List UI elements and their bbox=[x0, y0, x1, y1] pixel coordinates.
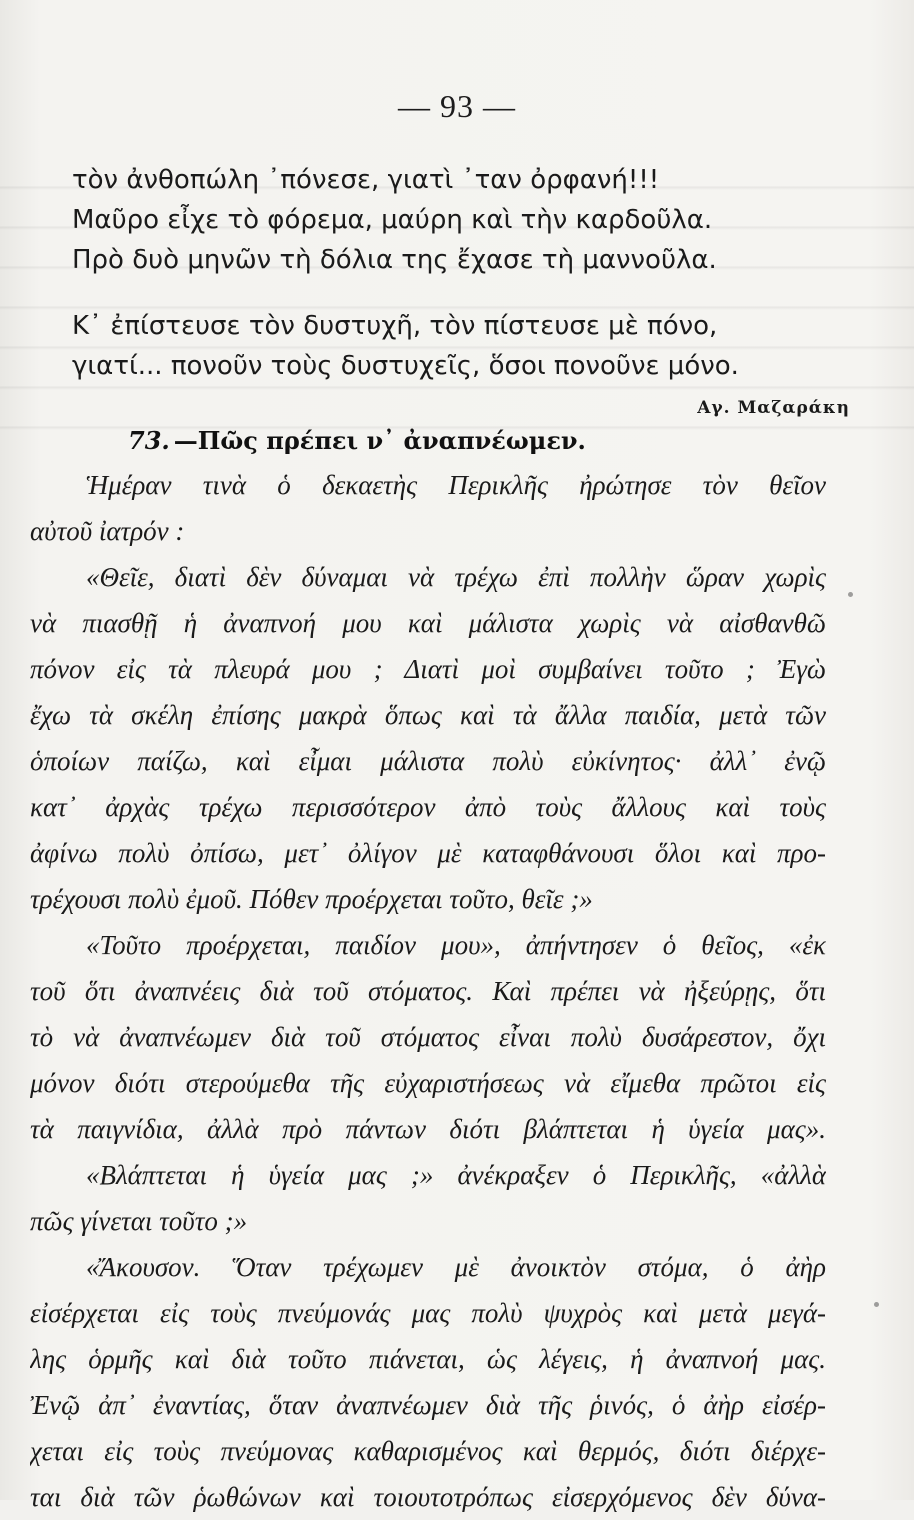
prose-line: «Τοῦτο προέρχεται, παιδίον μου», ἀπήντησεν ὁ θεῖος, «ἐκ bbox=[86, 930, 826, 960]
poem-stanza bbox=[72, 160, 852, 386]
prose-line: Ἐνῷ ἀπ᾽ ἐναντίας, ὅταν ἀναπνέωμεν διὰ τῆς ῥινός, ὁ ἀὴρ εἰσέρ- bbox=[30, 1390, 826, 1420]
poem-line: τὸν ἀνθοπώλη ᾽πόνεσε, γιατὶ ᾽ταν ὀρφανή!!! bbox=[72, 165, 660, 195]
prose-line: λης ὁρμῆς καὶ διὰ τοῦτο πιάνεται, ὡς λέγεις, ἡ ἀναπνοή μας. bbox=[30, 1344, 826, 1374]
poem-line: γιατί... πονοῦν τοὺς δυστυχεῖς, ὅσοι πονοῦνε μόνο. bbox=[72, 351, 739, 381]
prose-line: τρέχουσι πολὺ ἐμοῦ. Πόθεν προέρχεται τοῦτο, θεῖε ;» bbox=[30, 884, 593, 914]
prose-line: μόνον διότι στερούμεθα τῆς εὐχαριστήσεως νὰ εἴμεθα πρῶτοι εἰς bbox=[30, 1068, 826, 1098]
section-number: 73. bbox=[128, 426, 170, 455]
prose-line: πόνον εἰς τὰ πλευρά μου ; Διατὶ μοὶ συμβαίνει τοῦτο ; Ἐγὼ bbox=[30, 654, 826, 684]
prose-line: ἀφίνω πολὺ ὀπίσω, μετ᾽ ὀλίγον μὲ καταφθάνουσι ὅλοι καὶ προ- bbox=[30, 838, 826, 868]
section-title-text: —Πῶς πρέπει ν᾽ ἀναπνέωμεν. bbox=[173, 426, 586, 455]
prose-line: κατ᾽ ἀρχὰς τρέχω περισσότερον ἀπὸ τοὺς ἄλλους καὶ τοὺς bbox=[30, 792, 826, 822]
ink-speck bbox=[848, 592, 853, 597]
prose-body bbox=[30, 462, 826, 1520]
prose-line: ὁποίων παίζω, καὶ εἶμαι μάλιστα πολὺ εὐκίνητος· ἀλλ᾽ ἐνῷ bbox=[30, 746, 826, 776]
prose-line: Ἡμέραν τινὰ ὁ δεκαετὴς Περικλῆς ἠρώτησε τὸν θεῖον bbox=[86, 470, 826, 500]
prose-line: τὰ παιγνίδια, ἀλλὰ πρὸ πάντων διότι βλάπτεται ἡ ὑγεία μας». bbox=[30, 1114, 826, 1144]
poem-author: Αγ. Μαζαράκη bbox=[697, 398, 850, 418]
poem-line: Μαῦρο εἶχε τὸ φόρεμα, μαύρη καὶ τὴν καρδοῦλα. bbox=[72, 205, 713, 235]
prose-line: «Ἄκουσον. Ὅταν τρέχωμεν μὲ ἀνοικτὸν στόμα, ὁ ἀὴρ bbox=[86, 1252, 826, 1282]
prose-line: ἔχω τὰ σκέλη ἐπίσης μακρὰ ὅπως καὶ τὰ ἄλλα παιδία, μετὰ τῶν bbox=[30, 700, 826, 730]
prose-line: πῶς γίνεται τοῦτο ;» bbox=[30, 1206, 248, 1236]
prose-line: «Θεῖε, διατὶ δὲν δύναμαι νὰ τρέχω ἐπὶ πολλὴν ὥραν χωρὶς bbox=[86, 562, 826, 592]
prose-line: τὸ νὰ ἀναπνέωμεν διὰ τοῦ στόματος εἶναι πολὺ δυσάρεστον, ὄχι bbox=[30, 1022, 826, 1052]
poem-line: Κ᾽ ἐπίστευσε τὸν δυστυχῆ, τὸν πίστευσε μὲ πόνο, bbox=[72, 311, 718, 341]
prose-line: τοῦ ὅτι ἀναπνέεις διὰ τοῦ στόματος. Καὶ πρέπει νὰ ἠξεύρῃς, ὅτι bbox=[30, 976, 826, 1006]
prose-line: «Βλάπτεται ἡ ὑγεία μας ;» ἀνέκραξεν ὁ Περικλῆς, «ἀλλὰ bbox=[86, 1160, 826, 1190]
poem-line: Πρὸ δυὸ μηνῶν τὴ δόλια της ἔχασε τὴ μαννοῦλα. bbox=[72, 245, 717, 275]
prose-line: εἰσέρχεται εἰς τοὺς πνεύμονάς μας πολὺ ψυχρὸς καὶ μετὰ μεγά- bbox=[30, 1298, 826, 1328]
ink-speck bbox=[874, 1302, 879, 1307]
prose-line: χεται εἰς τοὺς πνεύμονας καθαρισμένος καὶ θερμός, διότι διέρχε- bbox=[30, 1436, 826, 1466]
section-heading bbox=[128, 426, 586, 455]
page-number: — 93 — bbox=[398, 88, 516, 124]
prose-line: αὐτοῦ ἰατρόν : bbox=[30, 516, 185, 546]
prose-line: ται διὰ τῶν ῥωθώνων καὶ τοιουτοτρόπως εἰσερχόμενος δὲν δύνα- bbox=[30, 1482, 826, 1512]
prose-line: νὰ πιασθῇ ἡ ἀναπνοή μου καὶ μάλιστα χωρὶς νὰ αἰσθανθῶ bbox=[30, 608, 826, 638]
